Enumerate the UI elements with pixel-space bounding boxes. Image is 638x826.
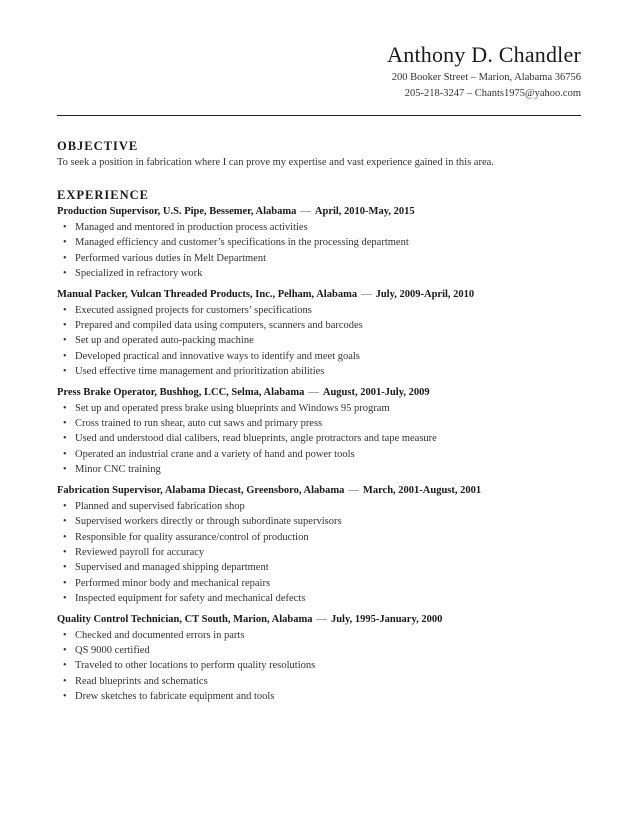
job-entry	[57, 288, 581, 380]
job-bullets	[57, 303, 581, 380]
bullet-dot-icon: •	[63, 500, 67, 512]
bullet-item	[59, 576, 581, 591]
bullet-item	[59, 318, 581, 333]
bullet-item	[59, 462, 581, 477]
bullet-dot-icon: •	[63, 433, 67, 445]
bullet-dot-icon: •	[63, 252, 67, 264]
job-dates: April, 2010-May, 2015	[314, 206, 415, 217]
job-heading	[57, 288, 581, 302]
job-title: Fabrication Supervisor, Alabama Diecast, Greensboro, Alabama	[57, 484, 345, 496]
bullet-dot-icon: •	[63, 546, 67, 558]
bullet-text: Traveled to other locations to perform quality resolutions	[75, 660, 316, 672]
objective-title: OBJECTIVE	[57, 139, 139, 153]
bullet-item	[59, 235, 581, 250]
bullet-item	[59, 514, 581, 529]
bullet-item	[59, 499, 581, 514]
bullet-item	[59, 349, 581, 364]
bullet-text: Checked and documented errors in parts	[75, 629, 245, 641]
bullet-text: Responsible for quality assurance/control of production	[75, 531, 309, 543]
bullet-text: Specialized in refractory work	[75, 268, 203, 280]
bullet-item	[59, 530, 581, 545]
experience-title: EXPERIENCE	[57, 188, 149, 202]
bullet-dot-icon: •	[63, 350, 67, 362]
job-bullets	[57, 628, 581, 705]
bullet-dot-icon: •	[63, 237, 67, 249]
dash-separator: —	[348, 484, 359, 496]
bullet-dot-icon: •	[63, 222, 67, 233]
bullet-text: Managed efficiency and customer’s specifications in the processing department	[75, 237, 409, 249]
bullet-dot-icon: •	[63, 644, 67, 656]
bullet-item	[59, 220, 581, 235]
bullet-dot-icon: •	[63, 320, 67, 332]
bullet-dot-icon: •	[63, 448, 67, 460]
bullet-text: Performed minor body and mechanical repairs	[75, 577, 271, 589]
job-entry	[57, 386, 581, 478]
dash-separator: —	[300, 206, 311, 217]
dash-separator: —	[308, 386, 319, 398]
bullet-item	[59, 364, 581, 379]
bullet-item	[59, 689, 581, 704]
bullet-text: Prepared and compiled data using computers, scanners and barcodes	[75, 320, 363, 332]
dash-separator: —	[361, 288, 372, 300]
bullet-item	[59, 266, 581, 281]
job-dates: March, 2001-August, 2001	[362, 484, 482, 496]
job-dates: July, 1995-January, 2000	[330, 613, 443, 625]
bullet-item	[59, 591, 581, 606]
bullet-item	[59, 447, 581, 462]
bullet-dot-icon: •	[63, 402, 67, 414]
bullet-text: Supervised and managed shipping department	[75, 562, 269, 574]
bullet-text: Read blueprints and schematics	[75, 675, 208, 687]
job-title: Quality Control Technician, CT South, Marion, Alabama	[57, 613, 313, 625]
bullet-text: Operated an industrial crane and a variety of hand and power tools	[75, 448, 355, 460]
bullet-dot-icon: •	[63, 516, 67, 528]
bullet-item	[59, 401, 581, 416]
bullet-item	[59, 560, 581, 575]
job-heading	[57, 386, 581, 400]
bullet-text: Supervised workers directly or through subordinate supervisors	[75, 516, 342, 528]
header-divider	[57, 115, 581, 116]
bullet-dot-icon: •	[63, 366, 67, 378]
objective-text: To seek a position in fabrication where I can prove my expertise and vast experience gained in this area.	[57, 157, 494, 168]
bullet-item	[59, 431, 581, 446]
job-dates: July, 2009-April, 2010	[375, 288, 475, 300]
bullet-text: Performed various duties in Melt Department	[75, 252, 266, 264]
job-title: Production Supervisor, U.S. Pipe, Bessemer, Alabama	[57, 206, 297, 217]
bullet-text: Set up and operated press brake using blueprints and Windows 95 program	[75, 402, 390, 414]
bullet-text: Used and understood dial calibers, read blueprints, angle protractors and tape measure	[75, 433, 437, 445]
bullet-text: Cross trained to run shear, auto cut saws and primary press	[75, 418, 323, 430]
bullet-text: Drew sketches to fabricate equipment and tools	[75, 691, 275, 703]
bullet-item	[59, 303, 581, 318]
phone-email-line: 205-218-3247 – Chants1975@yahoo.com	[404, 88, 581, 99]
bullet-dot-icon: •	[63, 675, 67, 687]
bullet-item	[59, 628, 581, 643]
bullet-item	[59, 416, 581, 431]
bullet-dot-icon: •	[63, 629, 67, 641]
bullet-text: Planned and supervised fabrication shop	[75, 500, 245, 512]
bullet-item	[59, 674, 581, 689]
job-entry	[57, 484, 581, 607]
bullet-dot-icon: •	[63, 691, 67, 703]
job-bullets	[57, 220, 581, 282]
bullet-item	[59, 333, 581, 348]
bullet-dot-icon: •	[63, 562, 67, 574]
experience-list	[57, 205, 581, 705]
bullet-text: QS 9000 certified	[75, 644, 150, 656]
bullet-dot-icon: •	[63, 304, 67, 316]
bullet-text: Inspected equipment for safety and mechanical defects	[75, 593, 306, 605]
job-entry	[57, 205, 581, 282]
bullet-dot-icon: •	[63, 418, 67, 430]
bullet-text: Executed assigned projects for customers’ specifications	[75, 304, 312, 316]
bullet-text: Developed practical and innovative ways to identify and meet goals	[75, 350, 360, 362]
job-dates: August, 2001-July, 2009	[322, 386, 430, 398]
bullet-dot-icon: •	[63, 268, 67, 280]
job-title: Manual Packer, Vulcan Threaded Products, Inc., Pelham, Alabama	[57, 288, 358, 300]
resume-body	[57, 138, 581, 705]
job-heading	[57, 484, 581, 498]
bullet-dot-icon: •	[63, 577, 67, 589]
bullet-item	[59, 643, 581, 658]
bullet-dot-icon: •	[63, 531, 67, 543]
bullet-dot-icon: •	[63, 335, 67, 347]
bullet-item	[59, 658, 581, 673]
job-heading	[57, 205, 581, 219]
bullet-item	[59, 251, 581, 266]
bullet-text: Set up and operated auto-packing machine	[75, 335, 254, 347]
address-line: 200 Booker Street – Marion, Alabama 36756	[391, 72, 581, 83]
bullet-text: Reviewed payroll for accuracy	[75, 546, 205, 558]
bullet-dot-icon: •	[63, 660, 67, 672]
job-entry	[57, 613, 581, 705]
bullet-text: Used effective time management and prioritization abilities	[75, 366, 325, 378]
job-heading	[57, 613, 581, 627]
bullet-text: Managed and mentored in production process activities	[75, 222, 308, 233]
job-title: Press Brake Operator, Bushhog, LCC, Selma, Alabama	[57, 386, 305, 398]
job-bullets	[57, 401, 581, 478]
bullet-dot-icon: •	[63, 464, 67, 476]
bullet-item	[59, 545, 581, 560]
dash-separator: —	[316, 613, 327, 625]
job-bullets	[57, 499, 581, 607]
candidate-name: Anthony D. Chandler	[387, 42, 581, 67]
bullet-dot-icon: •	[63, 593, 67, 605]
bullet-text: Minor CNC training	[75, 464, 161, 476]
